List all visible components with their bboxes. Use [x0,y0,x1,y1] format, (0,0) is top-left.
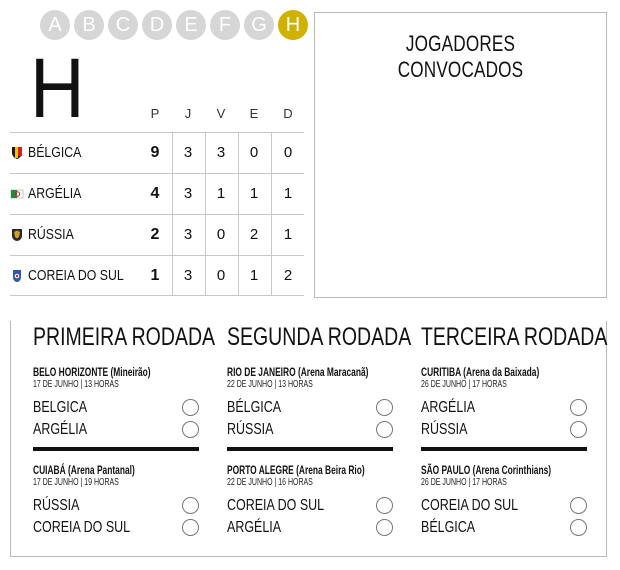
match-venue: PORTO ALEGRE (Arena Beira Rio) [227,463,365,477]
score-input[interactable] [182,421,199,438]
team-name: BÉLGICA [421,519,476,536]
match-team-home [421,399,587,419]
score-input[interactable] [376,519,393,536]
match-date: 22 DE JUNHO | 13 HORAS [227,379,313,390]
standings-header [10,106,304,124]
team-name: ARGÉLIA [33,421,88,438]
group-tab-e[interactable]: E [176,10,206,40]
match-team-away [421,519,587,539]
match-venue: BELO HORIZONTE (Mineirão) [33,365,151,379]
team-wins: 0 [216,226,226,243]
score-input[interactable] [376,421,393,438]
match-date: 17 DE JUNHO | 13 HORAS [33,379,119,390]
header-wins: V [216,106,226,121]
match-venue: RIO DE JANEIRO (Arena Maracanã) [227,365,369,379]
team-draws: 1 [249,185,259,202]
matches-panel [10,321,607,557]
team-draws: 0 [249,144,259,161]
team-draws: 2 [249,226,259,243]
match-venue: CURITIBA (Arena da Baixada) [421,365,540,379]
standings-table [10,132,304,296]
team-name: BELGICA [33,399,88,416]
score-input[interactable] [376,399,393,416]
belgium-crest-icon [10,146,24,160]
team-name: COREIA DO SUL [421,497,519,514]
header-losses: D [283,106,293,121]
team-games: 3 [183,226,193,243]
convocados-panel [314,12,607,298]
team-games: 3 [183,185,193,202]
team-name: ARGÉLIA [421,399,476,416]
team-losses: 1 [283,226,293,243]
score-input[interactable] [570,399,587,416]
team-name: ARGÉLIA [227,519,282,536]
match-team-home [421,497,587,517]
team-name: RÚSSIA [227,421,274,438]
match-date: 22 DE JUNHO | 16 HORAS [227,477,313,488]
score-input[interactable] [182,497,199,514]
group-tab-f[interactable]: F [210,10,240,40]
match-date: 26 DE JUNHO | 17 HORAS [421,379,507,390]
team-name: RÚSSIA [33,497,80,514]
team-name: RÚSSIA [421,421,468,438]
score-input[interactable] [570,421,587,438]
team-losses: 1 [283,185,293,202]
team-name: BÉLGICA [28,144,82,161]
group-tab-b[interactable]: B [74,10,104,40]
round-title: PRIMEIRA RODADA [33,323,216,351]
group-tab-g[interactable]: G [244,10,274,40]
team-points: 2 [150,226,160,243]
match-team-home [227,497,393,517]
standings-row [10,173,304,214]
convocados-title: JOGADORES CONVOCADOS [397,31,524,82]
match-team-away [33,421,199,441]
algeria-crest-icon [10,187,24,201]
group-tab-h[interactable]: H [278,10,308,40]
team-name: COREIA DO SUL [227,497,325,514]
team-name: BÉLGICA [227,399,282,416]
match-team-away [421,421,587,441]
team-name: RÚSSIA [28,226,74,243]
team-points: 4 [150,185,160,202]
match-team-away [227,421,393,441]
standings-row [10,132,304,173]
match-divider [227,447,393,451]
group-tab-d[interactable]: D [142,10,172,40]
russia-crest-icon [10,228,24,242]
team-wins: 0 [216,267,226,284]
score-input[interactable] [376,497,393,514]
korea-crest-icon [10,269,24,283]
match-venue: SÃO PAULO (Arena Corinthians) [421,463,552,477]
team-games: 3 [183,144,193,161]
match-venue: CUIABÁ (Arena Pantanal) [33,463,135,477]
team-games: 3 [183,267,193,284]
team-name: ARGÉLIA [28,185,82,202]
team-points: 9 [150,144,160,161]
group-title: H [30,41,85,135]
team-points: 1 [150,267,160,284]
team-wins: 1 [216,185,226,202]
round-title: SEGUNDA RODADA [227,323,412,351]
team-name: COREIA DO SUL [28,267,124,284]
score-input[interactable] [182,519,199,536]
standings-row [10,214,304,255]
header-games: J [184,106,192,121]
match-team-home [33,399,199,419]
group-tab-a[interactable]: A [40,10,70,40]
score-input[interactable] [570,519,587,536]
match-date: 17 DE JUNHO | 19 HORAS [33,477,119,488]
group-selector [40,10,308,40]
team-losses: 0 [283,144,293,161]
match-divider [421,447,587,451]
standings-row [10,255,304,296]
team-losses: 2 [283,267,293,284]
team-name: COREIA DO SUL [33,519,131,536]
match-date: 26 DE JUNHO | 17 HORAS [421,477,507,488]
header-draws: E [249,106,259,121]
match-team-home [227,399,393,419]
team-draws: 1 [249,267,259,284]
match-team-away [227,519,393,539]
group-tab-c[interactable]: C [108,10,138,40]
score-input[interactable] [570,497,587,514]
team-wins: 3 [216,144,226,161]
match-divider [33,447,199,451]
match-team-away [33,519,199,539]
round-title: TERCEIRA RODADA [421,323,608,351]
header-points: P [150,106,160,121]
score-input[interactable] [182,399,199,416]
match-team-home [33,497,199,517]
